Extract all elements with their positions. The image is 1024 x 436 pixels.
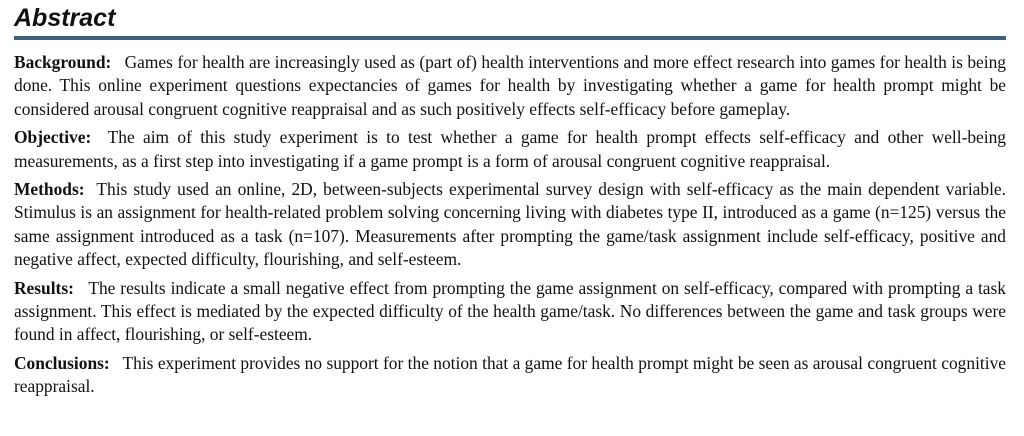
background-paragraph bbox=[14, 51, 1006, 121]
methods-paragraph bbox=[14, 178, 1006, 272]
conclusions-text: This experiment provides no support for the notion that a game for health prompt might be seen as arousal congruent cognitive reappraisal. bbox=[14, 352, 1006, 397]
objective-label: Objective: bbox=[14, 127, 92, 148]
conclusions-paragraph bbox=[14, 352, 1006, 399]
background-text: Games for health are increasingly used as (part of) health interventions and more effect research into games for health is being done. This online experiment questions expectancies of games for health by investigating whether a game for health prompt might be considered arousal congruent cognitive reappraisal and as such positively effects self-efficacy before gameplay. bbox=[14, 52, 1006, 119]
results-label: Results: bbox=[14, 277, 74, 298]
conclusions-label: Conclusions: bbox=[14, 352, 110, 373]
abstract-section bbox=[14, 0, 1006, 404]
results-paragraph bbox=[14, 277, 1006, 347]
methods-text: This study used an online, 2D, between-subjects experimental survey design with self-efficacy as the main dependent variable. Stimulus is an assignment for health-related problem solving concerning living with diabetes type II, introduced as a game (n=125) versus the same assignment introduced as a task (n=107). Measurements after prompting the game/task assignment include self-efficacy, positive and negative affect, expected difficulty, flourishing, and self-esteem. bbox=[14, 179, 1006, 270]
methods-label: Methods: bbox=[14, 179, 85, 200]
objective-paragraph bbox=[14, 126, 1006, 173]
background-label: Background: bbox=[14, 52, 112, 72]
abstract-heading: Abstract bbox=[14, 4, 116, 32]
heading-divider bbox=[14, 36, 1006, 40]
results-text: The results indicate a small negative effect from prompting the game assignment on self-efficacy, compared with prompting a task assignment. This effect is mediated by the expected difficulty of the health game/task. No differences between the game and task groups were found in affect, flourishing, or self-esteem. bbox=[14, 277, 1006, 345]
objective-text: The aim of this study experiment is to test whether a game for health prompt effects self-efficacy and other well-being measurements, as a first step into investigating if a game prompt is a form of arousal congruent cognitive reappraisal. bbox=[14, 127, 1007, 171]
